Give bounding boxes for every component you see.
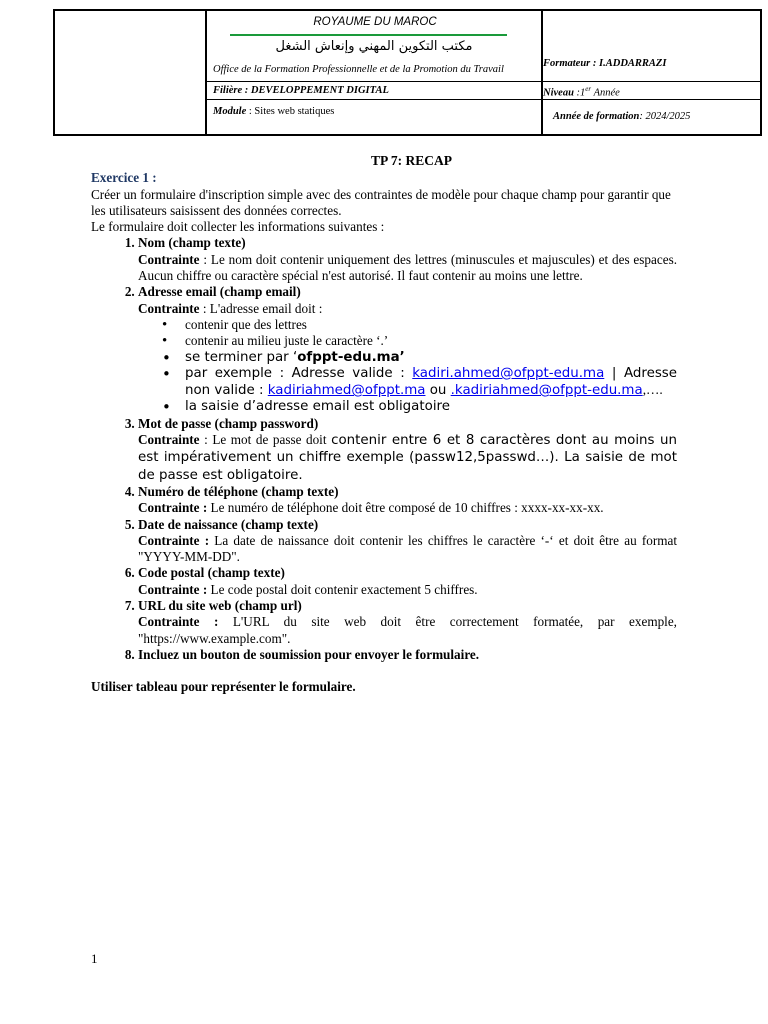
list-item: 1. Nom (champ texte) Contrainte : Le nom doit contenir uniquement des lettres (minuscules et majuscules) et des espaces. Aucun chiffre ou caractère spécial n'est autorisé. Il faut contenir au moins une lettre. [138, 235, 677, 284]
list-item: 7. URL du site web (champ url) Contrainte : L'URL du site web doit être correctement formatée, par exemple, "https://www.example.com". [138, 598, 677, 647]
header-divider [206, 81, 762, 82]
logo-rule [230, 34, 507, 36]
intro-text-2: Le formulaire doit collecter les informations suivantes : [91, 219, 385, 235]
list-item: • la saisie d’adresse email est obligatoire [185, 399, 677, 415]
page-title: TP 7: RECAP [371, 153, 452, 168]
final-instruction: Utiliser tableau pour représenter le formulaire. [91, 679, 356, 695]
formateur: Formateur : I.ADDARRAZI [543, 58, 667, 69]
header-divider [206, 99, 762, 100]
page-number: 1 [91, 951, 98, 966]
niveau: Niveau :1er Année [543, 85, 620, 99]
arabic-organization-name: مكتب التكوين المهني وإنعاش الشغل [275, 39, 473, 54]
list-item: 6. Code postal (champ texte) Contrainte : Le code postal doit contenir exactement 5 chiffres. [138, 565, 677, 598]
list-item: 4. Numéro de téléphone (champ texte) Contrainte : Le numéro de téléphone doit être composé de 10 chiffres : xxxx-xx-xx-xx. [138, 484, 677, 517]
annee-formation: Année de formation: 2024/2025 [553, 111, 691, 122]
email-link[interactable]: .kadiriahmed@ofppt-edu.ma [450, 383, 643, 399]
list-item: 5. Date de naissance (champ texte) Contrainte : La date de naissance doit contenir les chiffres le caractère ‘-‘ et doit être au format "YYYY-MM-DD". [138, 517, 677, 566]
header-divider [205, 9, 207, 136]
list-item: 8. Incluez un bouton de soumission pour envoyer le formulaire. [138, 647, 677, 663]
email-constraints [138, 317, 677, 416]
document-body [91, 153, 677, 696]
list-item: • se terminer par ‘ofppt-edu.ma’ [185, 350, 677, 366]
module: Module : Sites web statiques [213, 106, 335, 117]
list-item: 3. Mot de passe (champ password) Contrainte : Le mot de passe doit contenir entre 6 et 8 caractères dont au moins un est impérativement un chiffre exemple (passw12,5passwd…). La saisie de mot de passe est obligatoire. [138, 416, 677, 484]
list-item: • par exemple : Adresse valide : kadiri.ahmed@ofppt-edu.ma | Adresse non valide : kadiriahmed@ofppt.ma ou .kadiriahmed@ofppt-edu.ma,…. [185, 366, 677, 400]
list-item: • contenir au milieu juste le caractère ‘.’ [185, 333, 677, 349]
exercise-heading: Exercice 1 : [91, 170, 157, 186]
requirements-list [91, 235, 677, 663]
email-link[interactable]: kadiri.ahmed@ofppt-edu.ma [412, 365, 605, 381]
list-item: 2. Adresse email (champ email) Contrainte : L'adresse email doit : • contenir que des lettres • contenir au milieu juste le caractère ‘.’ • se terminer par ‘ofppt-edu.ma’ • par exemple : Adresse valide : kadiri.ahmed@ofppt-edu.ma | Adresse non valide : kadiriahmed@ofppt.ma ou .kadiriahmed@ofppt-edu.ma,…. • la saisie d’adresse email est obligatoire [138, 284, 677, 415]
filiere: Filière : DEVELOPPEMENT DIGITAL [213, 85, 389, 96]
email-link[interactable]: kadiriahmed@ofppt.ma [267, 383, 426, 399]
intro-text: Créer un formulaire d'inscription simple avec des contraintes de modèle pour chaque champ pour garantir que les utilisateurs saisissent des données correctes. [91, 186, 671, 218]
list-item: • contenir que des lettres [185, 317, 677, 333]
royaume-label: ROYAUME DU MAROC [313, 16, 437, 28]
office-name: Office de la Formation Professionnelle et de la Promotion du Travail [213, 64, 504, 75]
